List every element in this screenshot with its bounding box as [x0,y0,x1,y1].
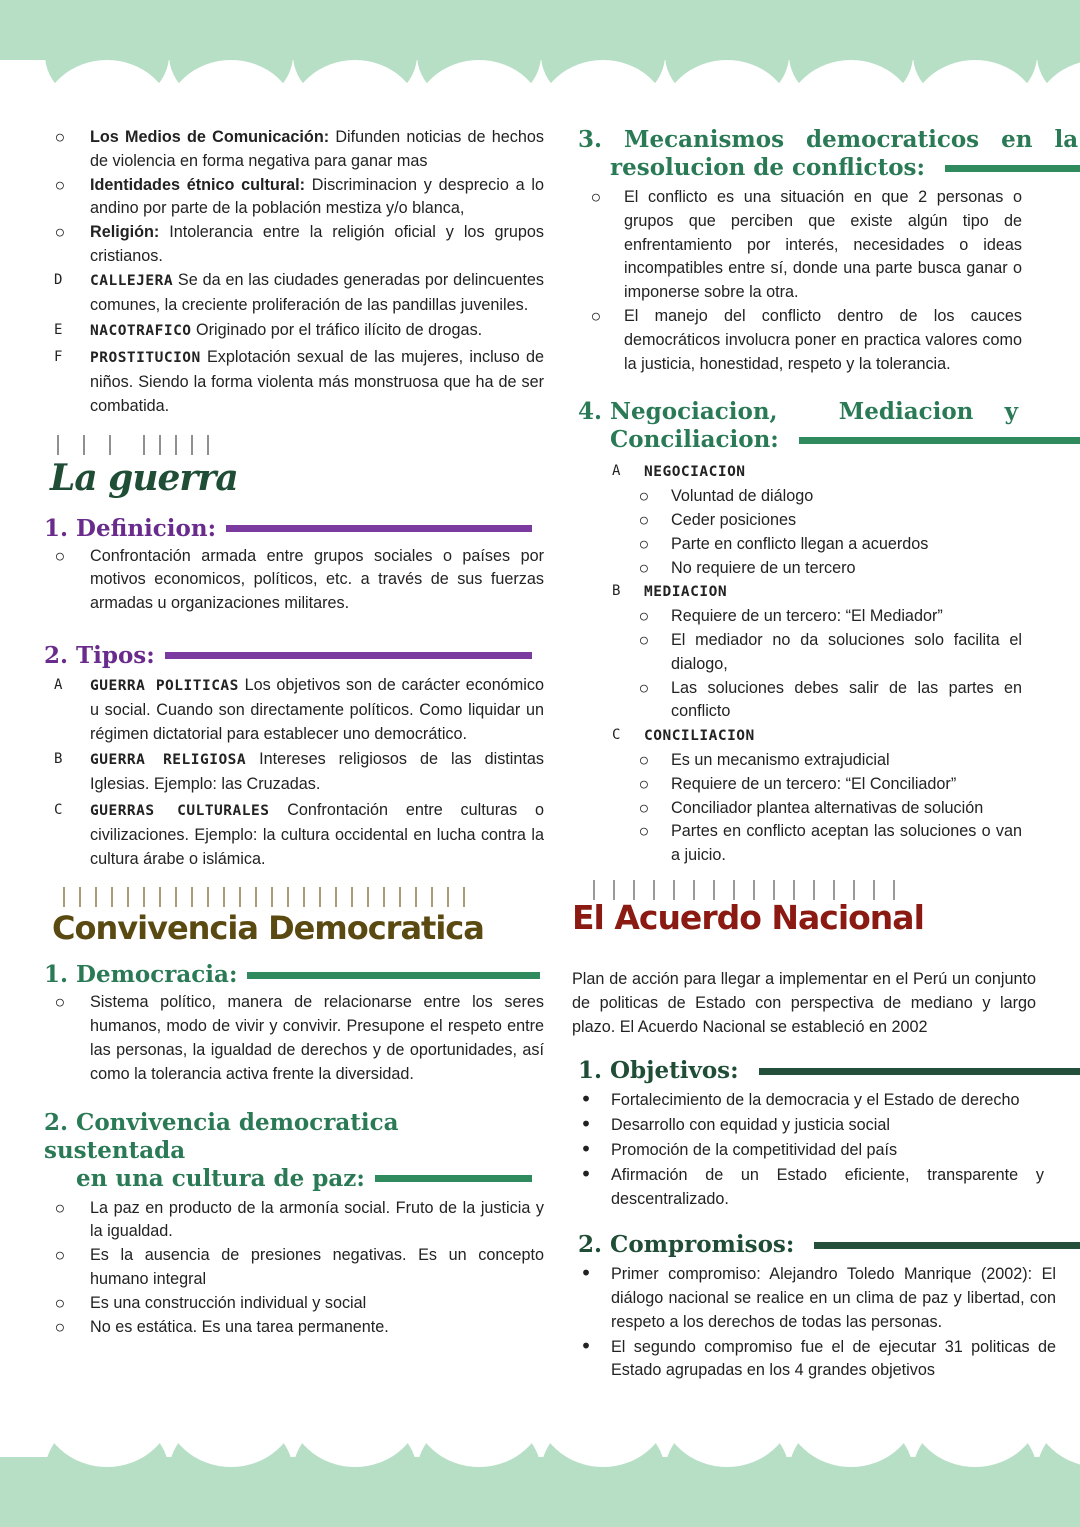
list-item [44,1316,544,1340]
list-marker: F [54,349,63,366]
mechanism-groups [572,460,1022,868]
item-text: No requiere de un tercero [671,558,856,577]
list-marker: C [612,727,621,744]
item-lead: NACOTRAFICO [90,323,192,340]
paz-title-line-1: 2. Convivencia democratica sustentada [44,1108,399,1164]
list-item [604,605,1022,629]
list-item [604,509,1022,533]
item-text: Intolerancia entre la religión oficial y los grupos cristianos. [90,223,544,265]
title-bar [759,1068,1080,1075]
item-text: Primer compromiso: Alejandro Toledo Manrique (2002): El diálogo nacional se realice en un clima de paz y libertad, con respeto a los derechos de todas las personas. [611,1265,1056,1331]
list-item [44,346,544,418]
item-text: El segundo compromiso fue el de ejecutar 31 politicas de Estado agrupadas en los 4 grandes objetivos [611,1337,1056,1380]
definicion-title: 1. Definicion: [44,514,217,542]
acuerdo-title: El Acuerdo Nacional [572,897,924,937]
item-text: Ceder posiciones [671,510,797,529]
group-heading [604,724,1022,749]
right-column [572,126,1080,1384]
mecanismos-title-line-2: resolucion de conflictos: [610,154,925,181]
paz-heading [44,1109,544,1193]
item-lead: GUERRA POLITICAS [90,677,239,694]
compromisos-heading [572,1231,1080,1259]
item-text: Explotación sexual de las mujeres, incluso de niños. Siendo la forma violenta más monstruosa que ha de ser combatida. [90,348,544,415]
title-bar [375,1175,532,1182]
bullet-icon: ○ [640,824,648,840]
list-marker: B [54,751,63,768]
item-text: Discriminacion y desprecio a lo andino por parte de la población mestiza y/o blanca, [90,175,544,218]
tipos-title: 2. Tipos: [44,641,155,669]
list-item [44,1244,544,1292]
item-lead: Los Medios de Comunicación: [90,128,330,146]
item-text: Intereses religiosos de las distintas Iglesias. Ejemplo: las Cruzadas. [90,750,544,794]
list-item [44,174,544,222]
acuerdo-heading [572,898,1080,944]
list-item [604,533,1022,557]
democracia-list [44,991,544,1086]
top-scallop-border [0,0,1080,110]
list-marker: ○ [56,548,64,564]
bullet-icon: • [580,1087,593,1112]
list-marker: ○ [56,1295,64,1311]
title-bar [799,437,1080,444]
tipos-list [44,674,544,871]
item-lead: PROSTITUCION [90,350,201,367]
list-marker: ○ [592,190,600,205]
list-item [604,749,1022,773]
item-text: Afirmación de un Estado eficiente, transparente y descentralizado. [611,1165,1044,1208]
list-marker: ○ [56,177,64,193]
list-item [44,799,544,871]
list-item [572,1136,1044,1163]
group-label: CONCILIACION [644,728,755,745]
item-text: Voluntad de diálogo [671,487,814,506]
list-marker: ○ [56,1200,64,1216]
nego-title-part-3: y [1004,398,1018,426]
bullet-icon: ○ [640,560,648,576]
bullet-icon: ○ [640,776,648,792]
bullet-icon: ○ [640,800,648,816]
group-heading [604,580,1022,605]
list-item [44,991,544,1086]
nego-title-line-2-wrap [578,426,1080,454]
bullet-icon: ○ [640,609,648,625]
item-text: Requiere de un tercero: “El Conciliador” [671,774,957,793]
item-text: El manejo del conflicto dentro de los cauces democráticos involucra poner en practica valores como la justicia, honestidad, respeto y la tolerancia. [624,306,1022,373]
paz-list [44,1197,544,1340]
bullet-icon: ○ [640,680,648,696]
objetivos-title: 1. Objetivos: [578,1057,739,1085]
bullet-icon: • [580,1112,593,1137]
violence-types-list [44,269,544,419]
list-item [44,269,544,318]
definicion-heading [44,515,532,543]
nego-title-part-1: 4. Negociacion, [578,398,778,426]
nego-title-part-2: Mediacion [838,398,974,426]
guerra-title: La guerra [50,456,238,499]
list-item [572,1089,1044,1113]
bullet-icon: • [580,1136,593,1161]
list-item [44,1197,544,1245]
tick-decoration-icon [588,880,928,900]
list-item [604,677,1022,725]
item-text: Fortalecimiento de la democracia y el Estado de derecho [611,1091,1020,1110]
bottom-scallop-border [0,1397,1080,1527]
list-marker: ○ [56,225,64,241]
list-item [44,126,544,174]
item-text: Originado por el tráfico ilícito de drogas. [191,321,483,340]
bullet-icon: ○ [640,632,648,648]
list-marker: ○ [56,995,64,1011]
list-marker: ○ [56,1248,64,1264]
item-lead: CALLEJERA [90,272,174,289]
list-item [604,629,1022,677]
list-item [572,1333,1056,1384]
group-label: MEDIACION [644,584,728,601]
item-text: Se da en las ciudades generadas por delincuentes comunes, la creciente proliferación de las pandillas juveniles. [90,270,544,314]
acuerdo-text: Plan de acción para llegar a implementar en el Perú un conjunto de politicas de Estado con perspectiva de mediano y largo plazo. El Acuerdo Nacional se estableció en 2002 [572,969,1036,1036]
item-lead: Religión: [90,223,160,242]
list-item [44,319,544,344]
item-text: Parte en conflicto llegan a acuerdos [671,534,929,553]
list-item [44,545,544,616]
bullet-icon: ○ [640,752,648,768]
item-text: Promoción de la competitividad del país [611,1140,898,1159]
list-item [578,305,1022,376]
nego-title-line-2: Conciliacion: [610,426,779,454]
list-marker: ○ [56,130,64,145]
mecanismos-heading [572,126,1080,182]
list-item [44,748,544,797]
list-marker: ○ [592,308,600,324]
list-item [572,1114,1044,1138]
title-bar [945,165,1080,172]
item-text: Difunden noticias de hechos de violencia en forma negativa para ganar mas [90,128,544,170]
item-text: El mediador no da soluciones solo facilita el dialogo, [671,630,1022,673]
item-text: Las soluciones debes salir de las partes en conflicto [671,678,1022,721]
item-text: No es estática. Es una tarea permanente. [90,1317,389,1336]
democracia-title: 1. Democracia: [44,961,238,989]
list-marker: B [612,583,621,600]
item-text: Sistema político, manera de relacionarse entre los seres humanos, modo de vivir y convivir. Presupone el respeto entre las personas, la igualdad de derechos y de oportunidades, así como la tolerancia activa frente la diversidad. [90,993,544,1083]
bullet-icon: • [580,1161,593,1186]
item-text: Conciliador plantea alternativas de solución [671,798,984,817]
convivencia-heading [44,905,544,953]
list-item [44,1292,544,1316]
tick-decoration-icon [48,435,218,455]
title-bar [226,525,532,532]
tick-decoration-icon [60,887,480,907]
list-marker: A [54,676,63,693]
list-item [604,485,1022,509]
bullet-icon: • [580,1261,593,1286]
list-item [578,186,1022,305]
item-text: Requiere de un tercero: “El Mediador” [671,607,943,626]
title-bar [165,652,532,659]
nego-title-line-1 [578,398,1018,426]
list-item [604,797,1022,821]
list-marker: D [54,271,63,288]
list-marker: A [612,463,621,480]
mecanismos-title-line-2-wrap [578,154,1080,182]
group-heading [604,460,1022,485]
list-item [604,820,1022,868]
paz-title-line-2-wrap [44,1165,532,1193]
list-marker: C [54,801,63,818]
item-text: Confrontación armada entre grupos sociales o países por motivos economicos, políticos, etc. a través de sus fuerzas armadas u organizaciones militares. [90,546,544,613]
mecanismos-title-line-1: 3. Mecanismos democraticos en la [578,126,1079,153]
bullet-icon: ○ [640,536,648,552]
item-text: El conflicto es una situación en que 2 personas o grupos que perciben que existe algún tipo de enfrentamiento por interés, necesidades o ideas incompatibles entre sí, donde una parte busca ganar o imponerse sobre la otra. [624,188,1022,302]
item-text: Es una construcción individual y social [90,1293,367,1312]
negociacion-heading [572,398,1080,454]
mecanismos-list [572,186,1022,376]
violence-list [44,126,544,269]
item-text: Es la ausencia de presiones negativas. Es un concepto humano integral [90,1246,544,1288]
list-marker: E [54,322,63,339]
compromisos-list [572,1263,1056,1383]
list-item [604,557,1022,581]
paz-title-line-2: en una cultura de paz: [76,1164,365,1192]
item-lead: Identidades étnico cultural: [90,175,306,194]
definicion-list [44,545,544,616]
bullet-icon: ○ [640,489,648,505]
bullet-icon: • [580,1333,593,1358]
item-text: Es un mecanismo extrajudicial [671,750,890,769]
bullet-icon: ○ [640,512,648,528]
item-text: La paz en producto de la armonía social. Fruto de la justicia y la igualdad. [90,1198,544,1241]
compromisos-title: 2. Compromisos: [578,1231,795,1259]
item-text: Partes en conflicto aceptan las soluciones o van a juicio. [671,822,1022,865]
item-text: Desarrollo con equidad y justicia social [611,1116,890,1135]
tipos-heading [44,642,532,670]
guerra-heading [44,453,544,501]
item-lead: GUERRA RELIGIOSA [90,752,247,769]
democracia-heading [44,961,540,989]
objetivos-list [572,1089,1044,1211]
convivencia-title: Convivencia Democratica [52,909,484,948]
item-text: Los objetivos son de carácter económico u social. Cuando son directamente políticos. Como liquidar un régimen dictatorial para establecer uno democrático. [90,675,544,743]
title-bar [814,1242,1080,1249]
list-item [572,1161,1044,1212]
item-lead: GUERRAS CULTURALES [90,802,270,819]
list-item [44,674,544,746]
group-label: NEGOCIACION [644,464,746,481]
left-column [44,126,544,1339]
item-text: Confrontación entre culturas o civilizaciones. Ejemplo: la cultura occidental en lucha contra la cultura árabe o islámica. [90,800,544,868]
list-marker: ○ [56,1319,64,1335]
list-item [44,221,544,269]
list-item [604,773,1022,797]
title-bar [247,972,540,979]
list-item [572,1263,1056,1334]
objetivos-heading [572,1057,1080,1085]
